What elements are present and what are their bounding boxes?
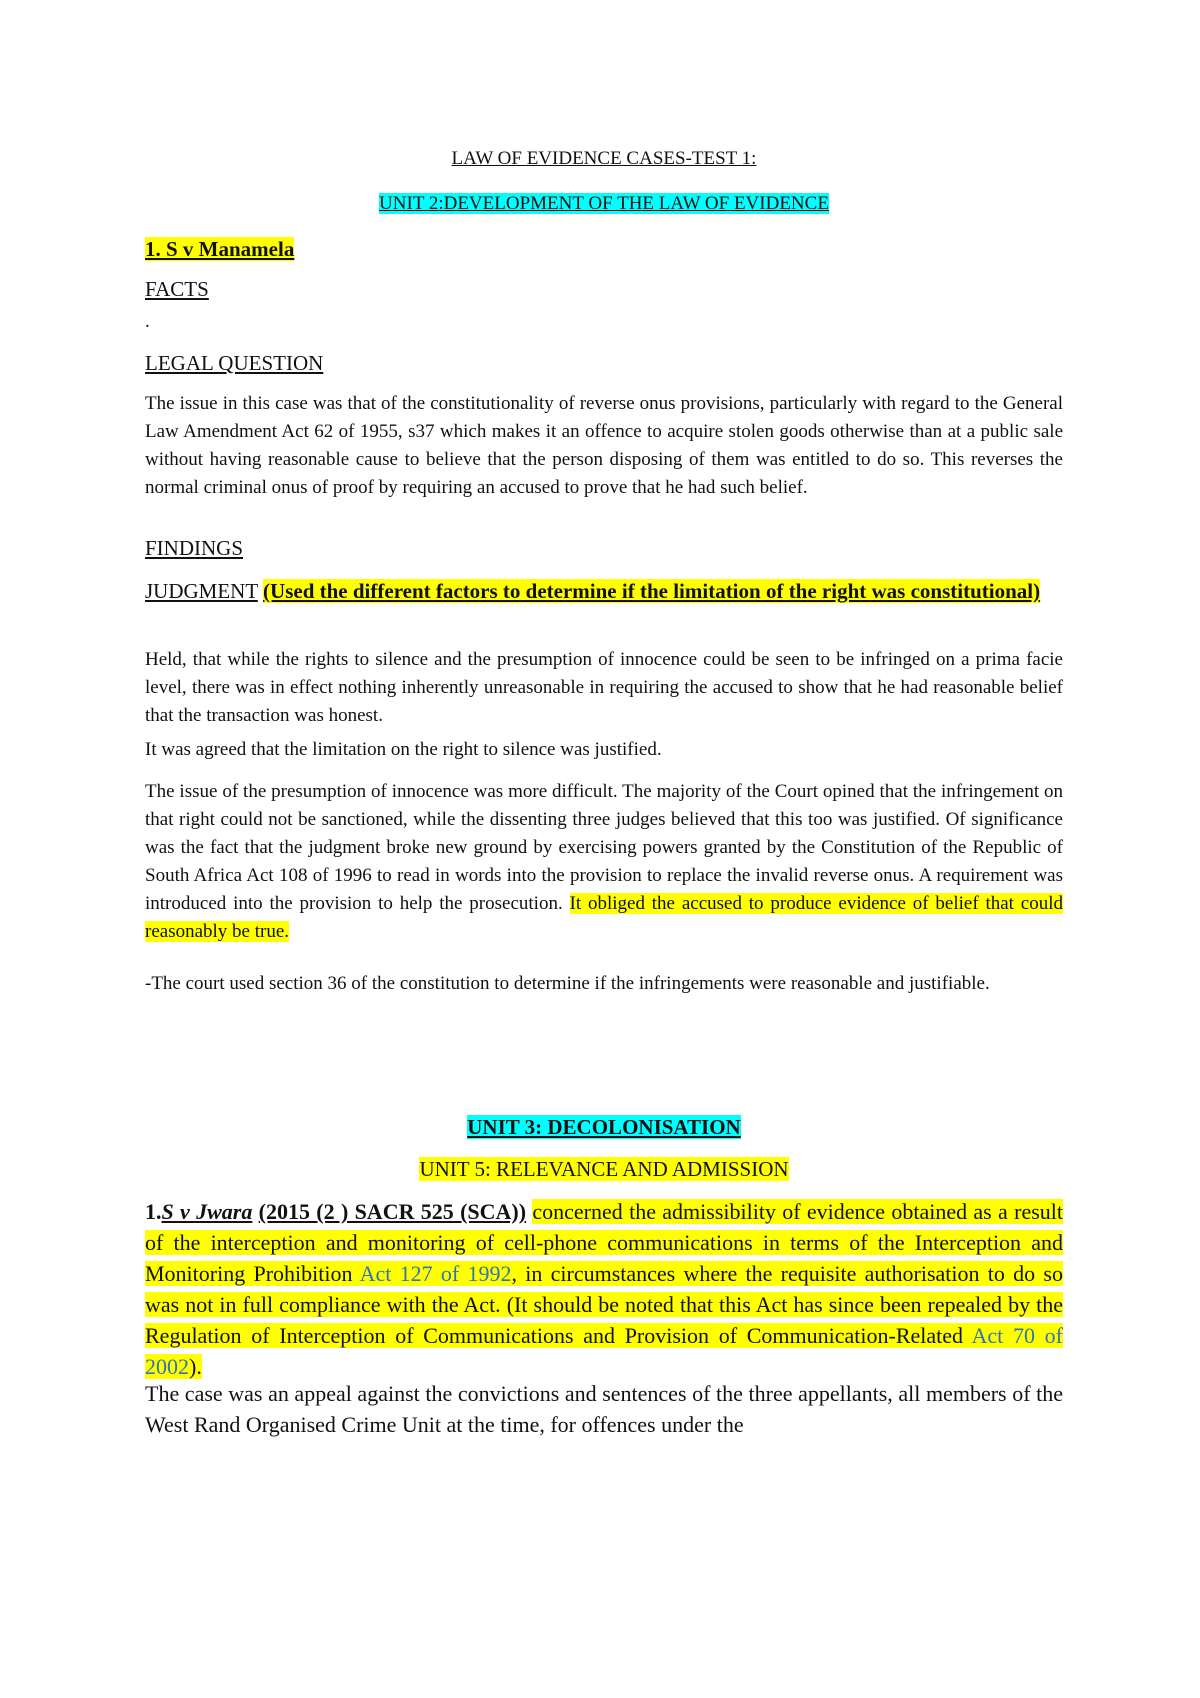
case2-act-70-link[interactable]: Act 70 of 2002 bbox=[145, 1323, 1063, 1379]
unit3-heading-text: UNIT 3: DECOLONISATION bbox=[467, 1115, 741, 1139]
judgment-paragraph-3-highlight: It obliged the accused to produce evidence of belief that could reasonably be true. bbox=[145, 893, 1064, 942]
unit2-heading bbox=[145, 190, 1063, 218]
case2-citation: (2015 (2 ) SACR 525 (SCA)) bbox=[258, 1199, 527, 1224]
document-title-text: LAW OF EVIDENCE CASES-TEST 1: bbox=[451, 148, 757, 169]
judgment-paragraph-3 bbox=[145, 778, 1063, 946]
case2-paragraph-2: The case was an appeal against the convictions and sentences of the three appellants, all members of the West Rand Organised Crime Unit at the time, for offences under the bbox=[145, 1381, 1063, 1437]
case2-paragraph bbox=[145, 1196, 1063, 1382]
unit5-heading bbox=[145, 1154, 1063, 1185]
judgment-paragraph-4: -The court used section 36 of the constitution to determine if the infringements were reasonable and justifiable. bbox=[145, 973, 990, 994]
facts-body: . bbox=[145, 311, 150, 332]
case2-name: S v Jwara bbox=[161, 1199, 253, 1224]
unit5-heading-text: UNIT 5: RELEVANCE AND ADMISSION bbox=[419, 1157, 789, 1181]
legal-question-body: The issue in this case was that of the constitutionality of reverse onus provisions, particularly with regard to the General Law Amendment Act 62 of 1955, s37 which makes it an offence to acquire stolen goods otherwise than at a public sale without having reasonable cause to believe that the person disposing of them was entitled to do so. This reverses the normal criminal onus of proof by requiring an accused to prove that he had such belief. bbox=[145, 393, 1063, 498]
facts-label-text: FACTS bbox=[145, 277, 209, 301]
judgment-paragraph-1: Held, that while the rights to silence and the presumption of innocence could be seen to be infringed on a prima facie level, there was in effect nothing inherently unreasonable in requiring the accused to show that he had reasonable belief that the transaction was honest. bbox=[145, 649, 1063, 726]
judgment-heading bbox=[145, 576, 1063, 607]
findings-label-text: FINDINGS bbox=[145, 536, 244, 560]
judgment-paragraph-2: It was agreed that the limitation on the right to silence was justified. bbox=[145, 739, 662, 760]
case2-text-2: , in circumstances where the requisite authorisation to do so was not in full compliance with the Act. (It should be noted that this Act has since been repealed by the Regulation of Interception of Communications and Provision of Communication-Related bbox=[145, 1261, 1063, 1348]
unit2-heading-text: UNIT 2:DEVELOPMENT OF THE LAW OF EVIDENCE bbox=[379, 193, 829, 214]
case2-text-1: concerned the admissibility of evidence obtained as a result of the interception and monitoring of cell-phone communications in terms of the Interception and Monitoring Prohibition bbox=[145, 1199, 1064, 1286]
case2-number: 1. bbox=[145, 1199, 162, 1224]
case1-heading bbox=[145, 234, 1063, 265]
judgment-note: (Used the different factors to determine if the limitation of the right was constitutional) bbox=[263, 579, 1041, 603]
document-title bbox=[145, 145, 1063, 173]
judgment-paragraph-3-text: The issue of the presumption of innocence was more difficult. The majority of the Court opined that the infringement on that right could not be sanctioned, while the dissenting three judges believed that this too was justified. Of significance was the fact that the judgment broke new ground by exercising powers granted by the Constitution of the Republic of South Africa Act 108 of 1996 to read in words into the provision to replace the invalid reverse onus. A requirement was introduced into the provision to help the prosecution. bbox=[145, 781, 1063, 914]
case2-text-3: ). bbox=[189, 1354, 202, 1379]
facts-label bbox=[145, 274, 1063, 305]
unit3-heading bbox=[145, 1112, 1063, 1143]
findings-label bbox=[145, 533, 1063, 564]
judgment-label: JUDGMENT bbox=[145, 579, 258, 603]
case1-heading-text: 1. S v Manamela bbox=[145, 237, 295, 261]
case2-act-127-link[interactable]: Act 127 of 1992 bbox=[359, 1261, 512, 1286]
legal-question-label-text: LEGAL QUESTION bbox=[145, 351, 324, 375]
legal-question-label bbox=[145, 348, 1063, 379]
